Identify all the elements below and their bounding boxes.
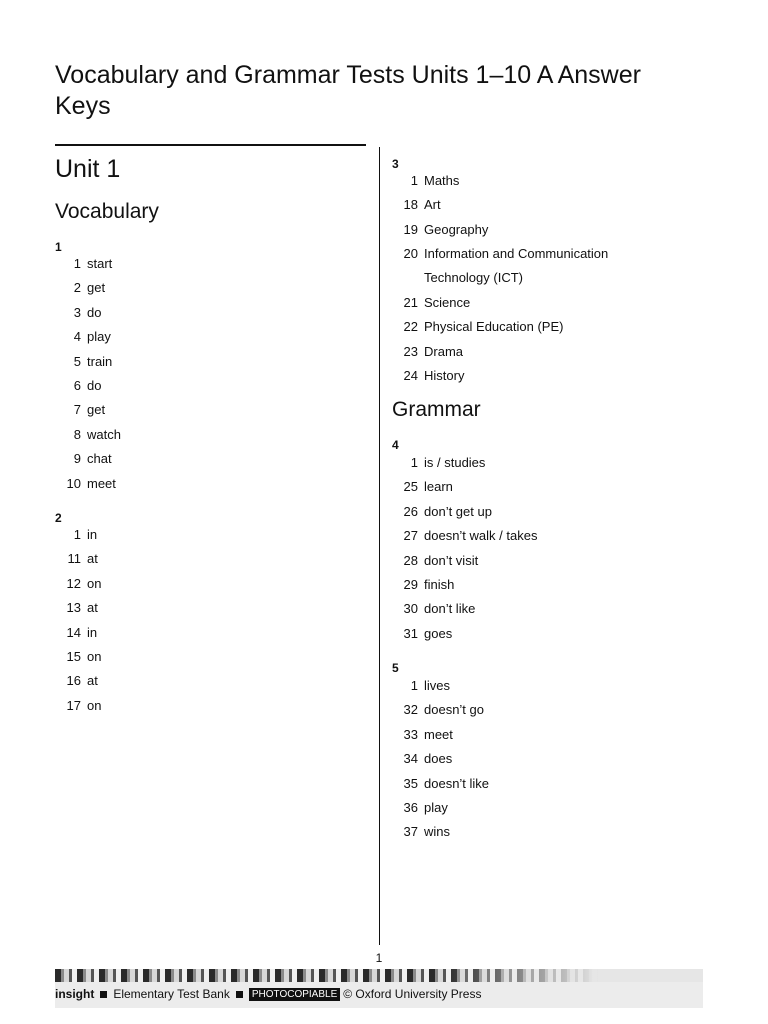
answer-item (400, 169, 700, 193)
answer-item-number: 1 (410, 678, 418, 693)
answer-item (63, 276, 363, 300)
answer-item-number: 31 (403, 625, 418, 641)
answer-item-text: at (87, 551, 98, 567)
answer-item-text: do (87, 304, 102, 320)
answer-item-number: 15 (66, 648, 81, 664)
answer-item-text: don’t get up (424, 503, 492, 519)
answer-list-ex2 (63, 523, 363, 718)
answer-item-number: 27 (403, 528, 418, 544)
answer-item-number: 33 (403, 726, 418, 742)
answer-list-ex3 (400, 169, 700, 389)
answer-item (400, 315, 700, 339)
answer-item (400, 674, 700, 698)
answer-item-number: 1 (73, 527, 81, 542)
answer-item-text: finish (424, 576, 455, 592)
answer-item-text: watch (87, 426, 121, 442)
answer-item (400, 747, 700, 771)
answer-item-text: don’t like (424, 601, 476, 617)
answer-item-text: at (87, 600, 98, 616)
answer-item-text: wins (424, 824, 451, 840)
answer-item-text: learn (424, 479, 453, 495)
answer-item (63, 325, 363, 349)
answer-item (400, 698, 700, 722)
answer-item-number: 37 (403, 824, 418, 840)
answer-item (400, 364, 700, 388)
answer-item (63, 423, 363, 447)
answer-item-text: meet (87, 475, 116, 491)
answer-item (63, 669, 363, 693)
answer-item-number: 28 (403, 552, 418, 568)
answer-list-ex4 (400, 451, 700, 646)
answer-item-number: 30 (403, 601, 418, 617)
answer-item-text: Science (424, 294, 471, 310)
answer-item (400, 796, 700, 820)
answer-item-text: doesn’t like (424, 775, 490, 791)
footer-photo-strip (55, 969, 703, 982)
answer-item (63, 621, 363, 645)
answer-item-text: does (424, 751, 453, 767)
answer-item-text: Art (424, 197, 441, 213)
answer-item-number: 6 (73, 377, 81, 393)
answer-list-ex5 (400, 674, 700, 845)
answer-item-number: 24 (403, 368, 418, 384)
answer-item-number: 1 (410, 173, 418, 188)
answer-item-text: get (87, 280, 106, 296)
answer-item-number: 2 (73, 280, 81, 296)
answer-item-number: 25 (403, 479, 418, 495)
answer-item (400, 291, 700, 315)
square-bullet-icon (100, 991, 107, 998)
section-heading-vocabulary: Vocabulary (55, 200, 159, 223)
answer-item-text: in (87, 527, 98, 542)
exercise-number: 4 (392, 438, 399, 452)
title-rule (55, 144, 366, 146)
answer-item (400, 500, 700, 524)
answer-list-ex1 (63, 252, 363, 496)
answer-item-text: Information and Communication Technology (ICT) (424, 246, 609, 286)
answer-item-text: meet (424, 726, 453, 742)
unit-title: Unit 1 (55, 155, 121, 183)
answer-item (400, 549, 700, 573)
answer-item-text: on (87, 575, 102, 591)
page-number: 1 (375, 951, 383, 965)
answer-item-number: 14 (66, 624, 81, 640)
answer-item-text: is / studies (424, 455, 486, 470)
answer-item (400, 622, 700, 646)
answer-item-text: on (87, 648, 102, 664)
exercise-number: 5 (392, 661, 399, 675)
answer-item-number: 5 (73, 353, 81, 369)
answer-item (400, 597, 700, 621)
answer-item (400, 772, 700, 796)
answer-item (400, 524, 700, 548)
answer-item (400, 340, 700, 364)
answer-item-number: 35 (403, 775, 418, 791)
answer-item-text: play (424, 799, 448, 815)
exercise-number: 2 (55, 511, 62, 525)
document-title: Vocabulary and Grammar Tests Units 1–10 A Answer Keys (55, 61, 641, 120)
answer-item-number: 8 (73, 426, 81, 442)
answer-item-text: goes (424, 625, 453, 641)
answer-item-number: 13 (66, 600, 81, 616)
answer-item-number: 21 (403, 294, 418, 310)
answer-item-text: Geography (424, 221, 489, 237)
exercise-number: 3 (392, 157, 399, 171)
answer-item (63, 374, 363, 398)
answer-item (63, 398, 363, 422)
photocopiable-badge: PHOTOCOPIABLE (249, 988, 340, 1001)
answer-item-text: History (424, 368, 465, 384)
answer-item-number: 29 (403, 576, 418, 592)
answer-item (63, 301, 363, 325)
answer-item-number: 32 (403, 702, 418, 718)
answer-item-text: get (87, 402, 106, 418)
answer-item (63, 596, 363, 620)
answer-item-number: 10 (66, 475, 81, 491)
answer-item-number: 20 (403, 246, 418, 262)
square-bullet-icon (236, 991, 243, 998)
answer-item-text: Physical Education (PE) (424, 319, 564, 335)
exercise-number: 1 (55, 240, 62, 254)
answer-item-text: lives (424, 678, 451, 693)
answer-item-number: 19 (403, 221, 418, 237)
answer-item-number: 34 (403, 751, 418, 767)
answer-item-number: 1 (73, 256, 81, 271)
answer-item (400, 573, 700, 597)
footer-test-bank: Elementary Test Bank (113, 987, 230, 1001)
answer-item (400, 820, 700, 844)
column-divider (379, 147, 380, 945)
answer-item-number: 16 (66, 673, 81, 689)
answer-item-text: don’t visit (424, 552, 479, 568)
answer-item-text: doesn’t walk / takes (424, 528, 538, 544)
answer-item-number: 7 (73, 402, 81, 418)
answer-item (400, 242, 700, 291)
answer-item-text: do (87, 377, 102, 393)
answer-item (400, 475, 700, 499)
answer-item (63, 447, 363, 471)
answer-item-text: Maths (424, 173, 460, 188)
footer-brand-logo: insight (55, 987, 95, 1001)
answer-item (400, 451, 700, 475)
answer-item (63, 252, 363, 276)
answer-item (63, 350, 363, 374)
answer-item-number: 22 (403, 319, 418, 335)
answer-item-number: 36 (403, 799, 418, 815)
answer-item-number: 1 (410, 455, 418, 470)
answer-item (63, 547, 363, 571)
answer-item-number: 18 (403, 197, 418, 213)
answer-item-number: 4 (73, 329, 81, 345)
footer-copyright: © Oxford University Press (343, 987, 482, 1001)
answer-item-text: start (87, 256, 113, 271)
answer-item (63, 645, 363, 669)
answer-item-number: 17 (66, 697, 81, 713)
answer-item-number: 23 (403, 343, 418, 359)
answer-item-number: 12 (66, 575, 81, 591)
answer-item-text: train (87, 353, 113, 369)
answer-item (63, 572, 363, 596)
answer-item (63, 472, 363, 496)
answer-item-number: 26 (403, 503, 418, 519)
answer-item-text: Drama (424, 343, 464, 359)
answer-item-text: chat (87, 451, 112, 467)
footer (55, 986, 487, 1002)
answer-item (400, 193, 700, 217)
answer-item-text: at (87, 673, 98, 689)
answer-item-number: 9 (73, 451, 81, 467)
section-heading-grammar: Grammar (392, 398, 481, 421)
answer-item (400, 723, 700, 747)
answer-item (400, 218, 700, 242)
answer-item-number: 3 (73, 304, 81, 320)
answer-item-number: 11 (67, 551, 81, 567)
answer-item-text: play (87, 329, 111, 345)
answer-item (63, 694, 363, 718)
answer-item-text: in (87, 624, 98, 640)
answer-item-text: doesn’t go (424, 702, 484, 718)
answer-item-text: on (87, 697, 102, 713)
answer-item (63, 523, 363, 547)
